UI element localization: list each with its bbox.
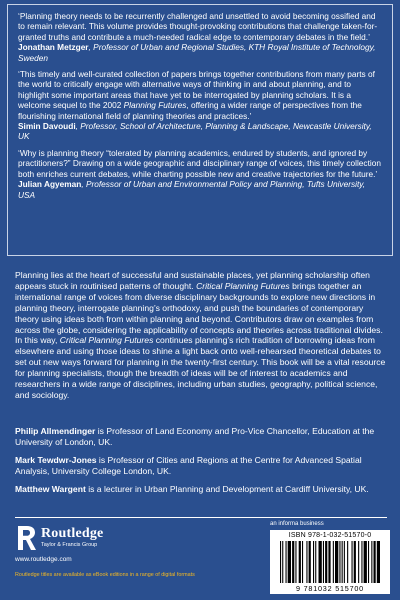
endorsement: [18, 11, 384, 63]
endorsement-author: Simin Davoudi: [18, 121, 76, 132]
endorsement-quote: [18, 69, 384, 121]
book-description: [15, 270, 387, 401]
book-title-italic: Critical Planning Futures: [196, 280, 290, 291]
editor-details: is Professor of Land Economy and Pro-Vice Chancellor, Education at the University of London, UK.: [15, 426, 375, 447]
barcode-panel: [270, 530, 390, 594]
footer-divider: [15, 517, 387, 518]
endorsement-role: , Professor of Urban and Regional Studies, KTH Royal Institute of Technology, Sweden: [18, 42, 376, 63]
description-text: brings together an international range of voices from diverse disciplinary backgrounds to explore new directions in planning theory, interrogate planning’s orthodoxy, and push the boundaries of contemporary theory using ideas both from within planning and beyond. Contributors draw on examples from across the globe, considering the applicability of concepts and theories across traditional divides. In this way,: [15, 280, 383, 346]
endorsements-box: [7, 4, 393, 256]
quote-text: , offering a wider range of perspectives from the flourishing international field of planning theories and practices.’: [18, 100, 362, 121]
editor-name: Mark Tewdwr-Jones: [15, 454, 97, 465]
editor-details: is Professor of Cities and Regions at the Centre for Advanced Spatial Analysis, University College London, UK.: [15, 454, 362, 476]
endorsement-quote: ‘Why is planning theory “tolerated by planning academics, endured by students, and ignored by practitioners?” Drawing on a wide geographic and disciplinary range of voices, this timely collection both enriches current debates, while charting possible new and creative trajectories for the future.’: [18, 147, 381, 179]
endorsement-role: , Professor of Urban and Environmental Policy and Planning, Tufts University, USA: [18, 179, 366, 200]
editor-details: is a lecturer in Urban Planning and Development at Cardiff University, UK.: [85, 483, 369, 494]
isbn-number: ISBN 978-1-032-51570-0: [288, 532, 372, 539]
description-text: Planning lies at the heart of successful and sustainable places, yet planning scholarship often appears stuck in routinised patterns of thought.: [15, 270, 370, 291]
barcode-icon: [280, 541, 380, 583]
endorsement-role: , Professor, School of Architecture, Planning & Landscape, Newcastle University, UK: [18, 121, 372, 142]
informa-brand: an informa business: [270, 521, 324, 527]
book-title-italic: Planning Futures: [123, 100, 187, 111]
editor-bio: [15, 426, 387, 448]
book-title-italic: Critical Planning Futures: [59, 335, 154, 346]
editor-name: Matthew Wargent: [15, 483, 86, 494]
barcode-digits: 9 781032 515700: [296, 584, 364, 593]
editor-bio: [15, 455, 387, 477]
endorsement-attribution: [18, 179, 384, 200]
description-text: continues planning’s rich tradition of borrowing ideas from elsewhere and using those ideas to shine a light back onto well-rehearsed theoretical debates to set out new ways forward for planning in the twenty-first century. This book will be a vital resource for planning specialists, though the breadth of ideas will be of interest to academics and researchers in a wide range of disciplines, including urban studies, geography, political science, and sociology.: [15, 335, 386, 400]
endorsement-attribution: [18, 121, 384, 142]
publisher-subtitle: Taylor & Francis Group: [41, 542, 98, 548]
ebook-note: Routledge titles are available as eBook editions in a range of digital formats: [15, 572, 195, 578]
endorsement-author: Julian Agyeman: [18, 179, 82, 190]
quote-text: ‘This timely and well-curated collection of papers brings together contributions from many parts of the world to critically engage with alternative ways of thinking in and about planning, and to highlight some important areas that have yet to be interrogated by planning scholars. It is a welcome sequel to the 2002: [18, 69, 375, 111]
publisher-name: Routledge: [41, 526, 104, 541]
editors-section: [15, 426, 387, 502]
endorsement: [18, 148, 384, 200]
publisher-website[interactable]: www.routledge.com: [15, 556, 72, 563]
endorsement-quote: ‘Planning theory needs to be recurrently challenged and unsettled to avoid becoming ossified and to remain relevant. This volume provides thought-provoking contributions that challenge taken-for-granted truths and contribute a much-needed radical edge to contemporary debates in the field.’: [18, 11, 378, 42]
editor-bio: [15, 484, 387, 495]
publisher-logo: [15, 524, 125, 552]
editor-name: Philip Allmendinger: [15, 426, 96, 436]
endorsement-attribution: [18, 42, 384, 63]
endorsement: [18, 69, 384, 142]
routledge-logo-icon: [15, 524, 37, 552]
endorsement-author: Jonathan Metzger: [18, 42, 89, 53]
